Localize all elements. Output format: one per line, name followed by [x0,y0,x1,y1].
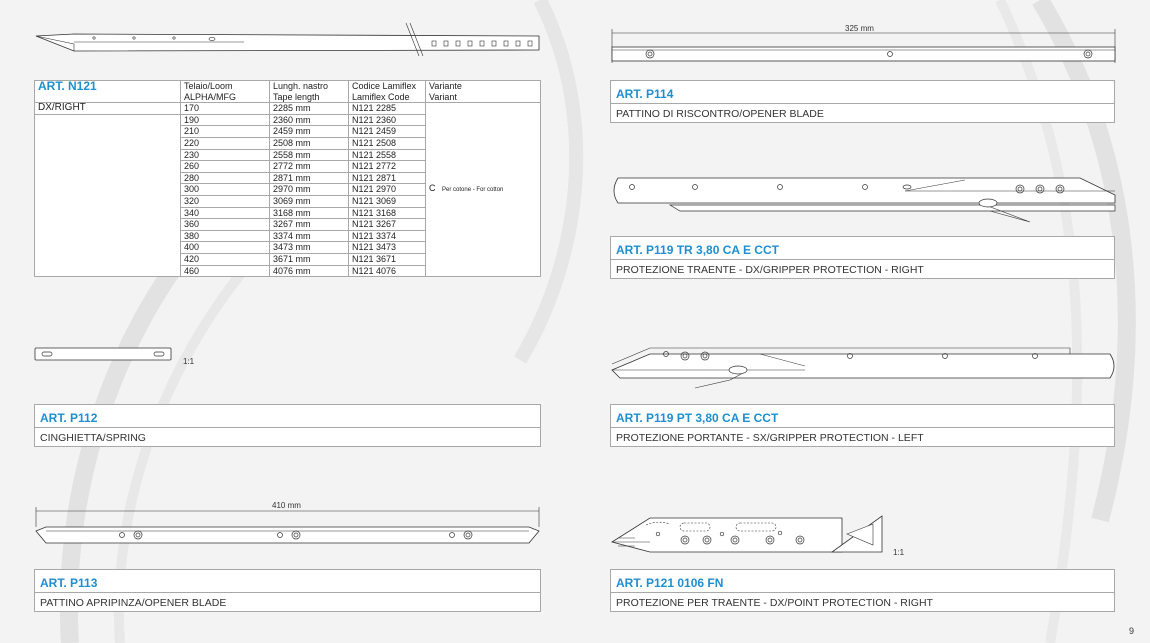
header-tape [270,81,349,103]
p112-box [34,404,541,447]
tape-cell: 2558 mm [270,149,349,161]
code-cell: N121 2285 [349,103,426,115]
code-cell: N121 3267 [349,219,426,231]
code-cell: N121 2558 [349,149,426,161]
tape-cell: 3069 mm [270,195,349,207]
p119tr-desc: PROTEZIONE TRAENTE - DX/GRIPPER PROTECTION - RIGHT [616,264,924,276]
header-variant [426,81,541,103]
code-cell: N121 2508 [349,137,426,149]
loom-cell: 320 [181,195,270,207]
header-tape-line1: Lungh. nastro [273,81,329,91]
code-cell: N121 4076 [349,265,426,277]
header-loom [181,81,270,103]
loom-cell: 170 [181,103,270,115]
n121-desc: DX/RIGHT [35,103,181,115]
p121-scale: 1:1 [893,548,905,557]
tape-cell: 2871 mm [270,172,349,184]
tape-cell: 3671 mm [270,253,349,265]
loom-cell: 210 [181,126,270,138]
p119tr-drawing [610,175,1120,225]
p121-box [610,569,1115,612]
p112-spring-drawing [34,345,174,365]
loom-cell: 420 [181,253,270,265]
loom-cell: 360 [181,219,270,231]
tape-cell: 3267 mm [270,219,349,231]
n121-tape-drawing [34,18,544,58]
p112-scale: 1:1 [183,357,195,366]
tape-cell: 2360 mm [270,114,349,126]
header-code [349,81,426,103]
header-loom-line1: Telaio/Loom [184,81,233,91]
header-tape-line2: Tape length [273,91,320,102]
p121-desc: PROTEZIONE PER TRAENTE - DX/POINT PROTECTION - RIGHT [616,597,933,609]
p112-title: ART. P112 [40,411,98,425]
p113-desc: PATTINO APRIPINZA/OPENER BLADE [40,597,227,609]
loom-cell: 400 [181,242,270,254]
p114-title: ART. P114 [616,87,674,101]
code-cell: N121 3671 [349,253,426,265]
p119tr-box [610,236,1115,279]
loom-cell: 280 [181,172,270,184]
tape-cell: 2508 mm [270,137,349,149]
loom-cell: 220 [181,137,270,149]
loom-cell: 300 [181,184,270,196]
header-code-line1: Codice Lamiflex [352,81,417,91]
code-cell: N121 2970 [349,184,426,196]
p113-title: ART. P113 [40,576,98,590]
code-cell: N121 3374 [349,230,426,242]
variant-note: Per cotone - For cotton [442,187,504,194]
tape-cell: 2285 mm [270,103,349,115]
tape-cell: 2459 mm [270,126,349,138]
p114-desc: PATTINO DI RISCONTRO/OPENER BLADE [616,108,824,120]
variant-code: C [429,183,436,194]
tape-cell: 2970 mm [270,184,349,196]
tape-cell: 3473 mm [270,242,349,254]
code-cell: N121 2871 [349,172,426,184]
code-cell: N121 2459 [349,126,426,138]
code-cell: N121 3069 [349,195,426,207]
p113-dimension: 410 mm [272,501,301,510]
p114-dimension: 325 mm [845,24,874,33]
p119pt-drawing [610,342,1120,392]
p119pt-desc: PROTEZIONE PORTANTE - SX/GRIPPER PROTECTION - LEFT [616,432,924,444]
loom-cell: 340 [181,207,270,219]
code-cell: N121 3473 [349,242,426,254]
loom-cell: 380 [181,230,270,242]
p113-box [34,569,541,612]
n121-art-title: ART. N121 [38,79,97,93]
p113-blade-drawing [34,505,544,550]
header-variant-line1: Variante [429,81,462,91]
header-loom-line2: ALPHA/MFG [184,91,237,102]
p119pt-title: ART. P119 PT 3,80 CA E CCT [616,411,779,425]
tape-cell: 3374 mm [270,230,349,242]
code-cell: N121 2772 [349,161,426,173]
variant-cell [426,103,541,277]
code-cell: N121 3168 [349,207,426,219]
p114-blade-drawing [610,27,1120,67]
p121-title: ART. P121 0106 FN [616,576,724,590]
loom-cell: 260 [181,161,270,173]
header-variant-line2: Variant [429,91,457,102]
n121-table [34,80,541,277]
loom-cell: 460 [181,265,270,277]
page-number: 9 [1129,626,1135,636]
p119tr-title: ART. P119 TR 3,80 CA E CCT [616,243,779,257]
loom-cell: 190 [181,114,270,126]
n121-art-title-cell [35,81,181,103]
p121-drawing [610,512,890,557]
tape-cell: 3168 mm [270,207,349,219]
header-code-line2: Lamiflex Code [352,91,410,102]
tape-cell: 2772 mm [270,161,349,173]
tape-cell: 4076 mm [270,265,349,277]
p119pt-box [610,404,1115,447]
code-cell: N121 2360 [349,114,426,126]
p114-box [610,80,1115,123]
p112-desc: CINGHIETTA/SPRING [40,432,146,444]
n121-empty-cell [35,114,181,276]
loom-cell: 230 [181,149,270,161]
